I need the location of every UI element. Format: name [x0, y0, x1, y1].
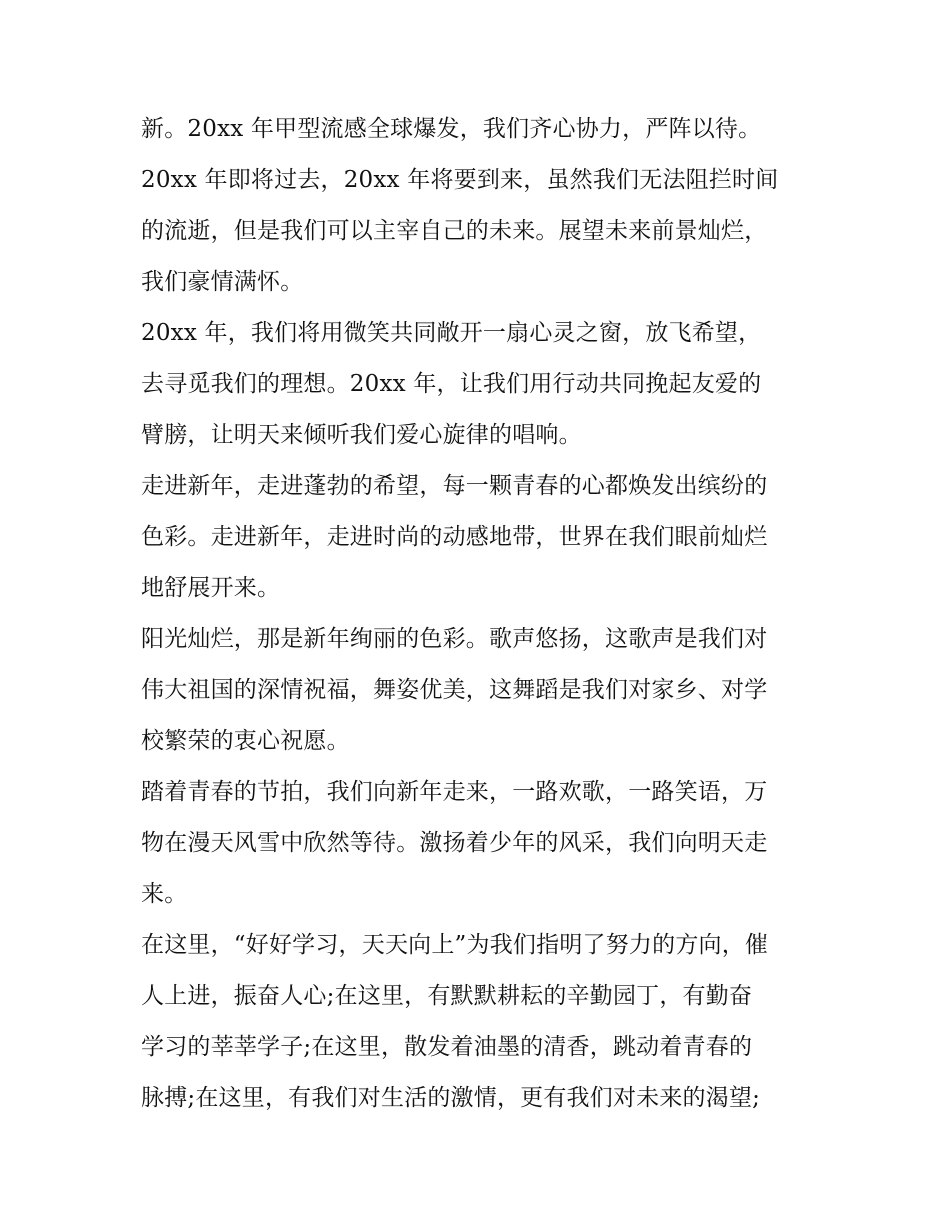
text-line: 阳光灿烂，那是新年绚丽的色彩。歌声悠扬，这歌声是我们对 [141, 626, 768, 652]
text-line: 在这里，“好好学习，天天向上”为我们指明了努力的方向，催 [141, 932, 769, 958]
text-line: 去寻觅我们的理想。20xx 年，让我们用行动共同挽起友爱的 [141, 371, 762, 397]
text-line: 来。 [141, 881, 188, 907]
text-line: 20xx 年即将过去，20xx 年将要到来，虽然我们无法阻拦时间 [141, 167, 779, 193]
text-line: 20xx 年，我们将用微笑共同敞开一扇心灵之窗，放飞希望， [141, 320, 762, 346]
text-line: 踏着青春的节拍，我们向新年走来，一路欢歌，一路笑语，万 [141, 779, 768, 805]
text-line: 臂膀，让明天来倾听我们爱心旋律的唱响。 [141, 422, 582, 448]
text-line: 的流逝，但是我们可以主宰自己的未来。展望未来前景灿烂， [141, 218, 768, 244]
text-line: 校繁荣的衷心祝愿。 [141, 728, 350, 754]
text-line: 地舒展开来。 [141, 575, 281, 601]
text-line: 走进新年，走进蓬勃的希望，每一颗青春的心都焕发出缤纷的 [141, 473, 768, 499]
text-line: 伟大祖国的深情祝福，舞姿优美，这舞蹈是我们对家乡、对学 [141, 677, 768, 703]
text-line: 学习的莘莘学子;在这里，散发着油墨的清香，跳动着青春的 [141, 1034, 753, 1060]
text-line: 我们豪情满怀。 [141, 269, 304, 295]
text-line: 物在漫天风雪中欣然等待。激扬着少年的风采，我们向明天走 [141, 830, 768, 856]
text-line: 脉搏;在这里，有我们对生活的激情，更有我们对未来的渴望; [141, 1085, 761, 1111]
text-line: 人上进，振奋人心;在这里，有默默耕耘的辛勤园丁，有勤奋 [141, 983, 753, 1009]
text-line: 色彩。走进新年，走进时尚的动感地带，世界在我们眼前灿烂 [141, 524, 768, 550]
text-line: 新。20xx 年甲型流感全球爆发，我们齐心协力，严阵以待。 [141, 116, 762, 142]
